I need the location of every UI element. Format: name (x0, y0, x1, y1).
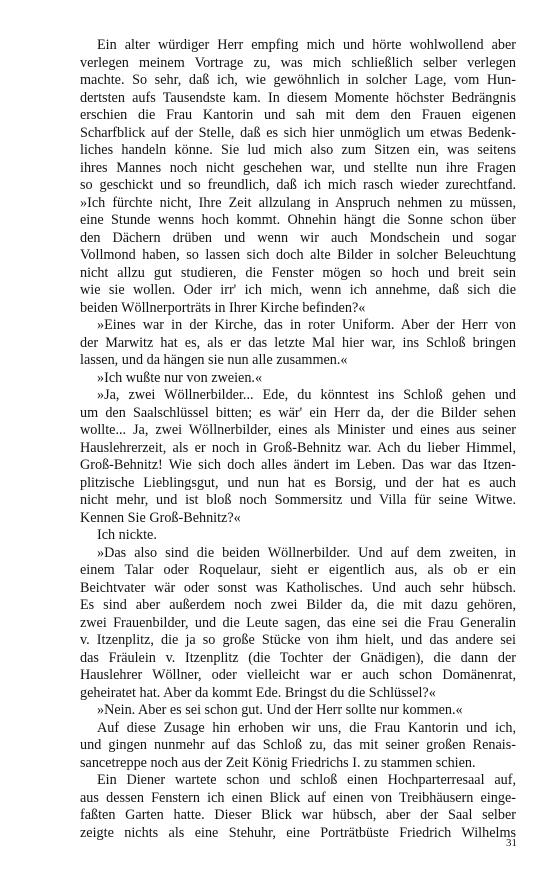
text-line: »Nein. Aber es sei schon gut. Und der Herr sollte nur kommen.« (97, 702, 463, 718)
text-line: verlegen meinem Vortrage zu, was mich schließlich selber verlegen (80, 54, 516, 71)
text-line: nicht mehr, und ist bloß noch Sommersitz und Villa für seine Witwe. (80, 492, 516, 508)
text-line: Hauslehrer Wöllner, oder vielleicht war er auch schon Domänenrat, (80, 667, 516, 683)
text-line: Ich nickte. (97, 527, 157, 543)
text-line: das Fräulein v. Itzenplitz (die Tochter der Gnädigen), die dann der (80, 649, 516, 666)
text-line: so geschickt und so freundlich, daß ich mich rasch wieder zurechtfand. (80, 177, 516, 193)
text-line: und gingen nunmehr auf das Schloß zu, das mit seiner großen Renais- (80, 737, 516, 753)
text-line: Hauslehrerzeit, als er noch in Groß-Behnitz war. Ach du lieber Himmel, (80, 439, 516, 456)
text-line: liches handeln könne. Sie lud mich also zum Sitzen ein, was seitens (80, 142, 516, 158)
text-line: machte. So sehr, daß ich, wie gewöhnlich in solcher Lage, vom Hun- (80, 72, 516, 88)
text-line: »Ja, zwei Wöllnerbilder... Ede, du könntest ins Schloß gehen und (97, 387, 516, 403)
text-line: »Ich fürchte nicht, Ihre Zeit allzulang in Anspruch nehmen zu müssen, (80, 194, 516, 211)
text-line: aus dessen Fenstern ich einen Blick auf einen von Treibhäusern einge- (80, 789, 516, 806)
text-line: Ein Diener wartete schon und schloß einen Hochparterresaal auf, (97, 772, 516, 788)
text-line: Groß-Behnitz! Wie sich doch alles ändert im Leben. Das war das Itzen- (80, 457, 516, 473)
text-line: erschien die Frau Kantorin und sah mit dem den Frauen eigenen (80, 107, 516, 123)
text-line: »Eines war in der Kirche, das in roter Uniform. Aber der Herr von (97, 317, 516, 333)
text-line: dertsten aufs Tausendste kam. In diesem Momente höchster Bedrängnis (80, 89, 516, 106)
text-line: geheiratet hat. Aber da kommt Ede. Bringst du die Schlüssel?« (80, 684, 436, 701)
page-number: 31 (506, 837, 517, 849)
body-text (80, 37, 516, 842)
text-line: lassen, und da hängen sie nun alle zusammen.« (80, 352, 348, 368)
text-line: »Das also sind die beiden Wöllnerbilder. Und auf dem zweiten, in (97, 544, 516, 561)
text-line: Es sind aber außerdem noch zwei Bilder da, die mit dazu gehören, (80, 597, 516, 613)
text-line: wollte... Ja, zwei Wöllnerbilder, eines als Minister und eines aus seiner (80, 422, 516, 438)
text-line: plitzische Lieblingsgut, und nun hat es Borsig, und der hat es auch (80, 474, 516, 491)
text-line: Vollmond haben, so lassen sich doch alte Bilder in solcher Beleuchtung (80, 247, 516, 263)
text-line: den Dächern drüben und wenn wir auch Mondschein und sogar (80, 229, 516, 246)
text-line: sancetreppe noch aus der Zeit König Friedrichs I. zu stammen schien. (80, 754, 476, 771)
text-line: faßten Garten hatte. Dieser Blick war hübsch, aber der Saal selber (80, 807, 516, 823)
text-line: Beichtvater wär oder sonst was Katholisches. Und auch sehr hübsch. (80, 579, 516, 596)
text-line: »Ich wußte nur von zweien.« (97, 369, 263, 386)
text-line: einem Talar oder Roquelaur, sieht er eigentlich aus, als ob er ein (80, 562, 516, 578)
text-line: Scharfblick auf der Stelle, daß es sich hier unmöglich um etwas Bedenk- (80, 124, 516, 141)
text-line: beiden Wöllnerporträts in Ihrer Kirche befinden?« (80, 299, 366, 316)
text-line: eine Stunde wenns hoch kommt. Ohnehin hängt die Sonne schon über (80, 212, 516, 228)
text-line: wie sie wollen. Oder irr' ich mich, wenn ich annehme, daß sich die (80, 282, 516, 298)
text-line: zeigte nichts als eine Stehuhr, eine Porträtbüste Friedrich Wilhelms (80, 824, 516, 841)
text-line: ihres Mannes noch nicht geschehen war, und stellte nun ihre Fragen (80, 159, 516, 176)
text-line: um den Saalschlüssel bitten; es wär' ein Herr da, der die Bilder sehen (80, 404, 516, 421)
text-line: v. Itzenplitz, die ja so große Stücke von ihm hielt, und das andere sei (80, 632, 516, 648)
text-line: Kennen Sie Groß-Behnitz?« (80, 509, 241, 526)
text-line: der Marwitz hat es, als er das letzte Mal hier war, ins Schloß bringen (80, 334, 516, 351)
text-line: nicht allzu gut studieren, die Fenster mögen so hoch und breit sein (80, 264, 516, 281)
text-line: zwei Frauenbilder, und die Leute sagen, das eine sei die Frau Generalin (80, 614, 516, 631)
text-line: Auf diese Zusage hin erhoben wir uns, die Frau Kantorin und ich, (97, 719, 516, 736)
text-line: Ein alter würdiger Herr empfing mich und hörte wohlwollend aber (97, 37, 516, 53)
